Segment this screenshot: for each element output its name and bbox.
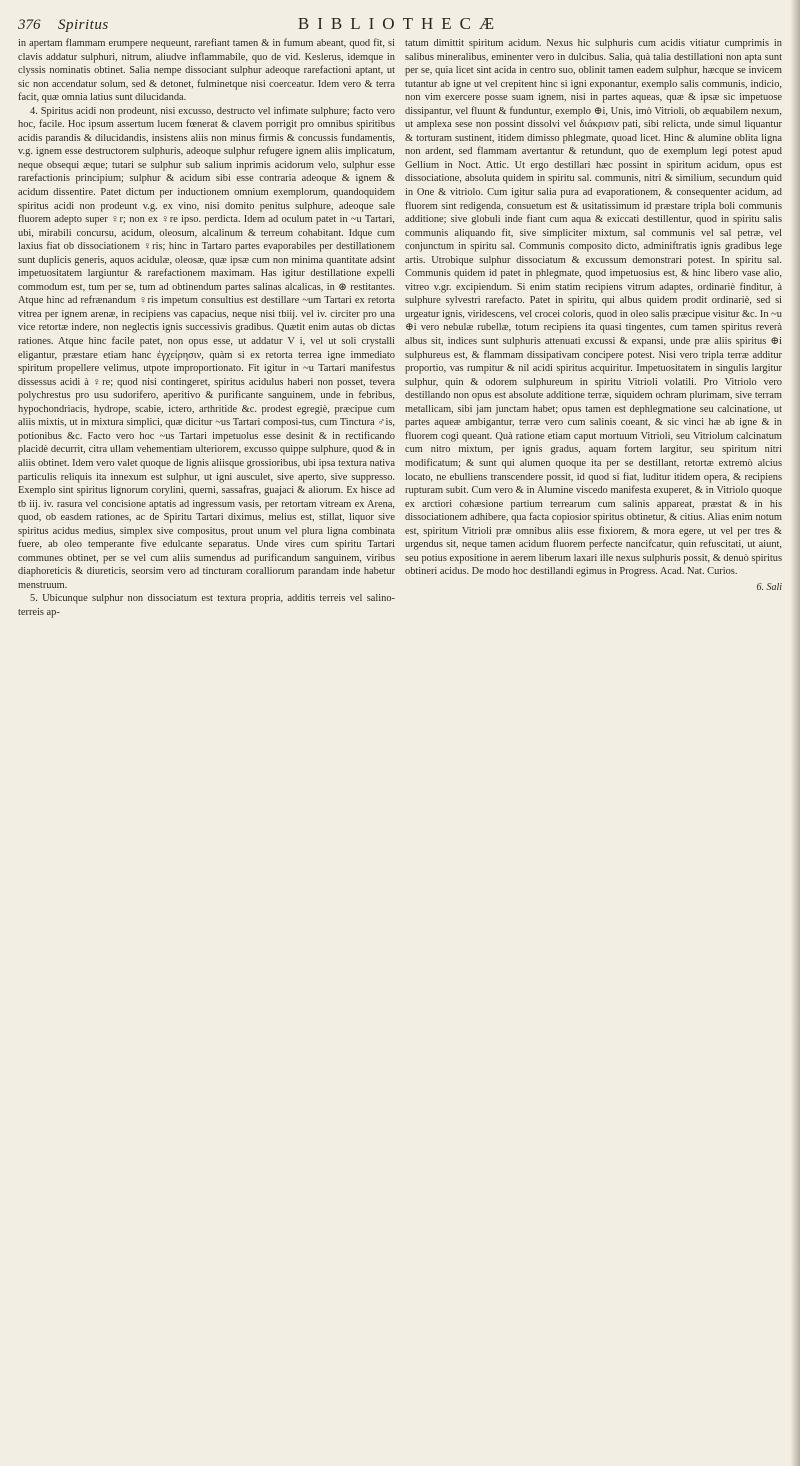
paragraph: in apertam flammam erumpere nequeunt, rarefiant tamen & in fumum abeant, quod fit, si clavis addatur sulphuri, nitrum, aliudve inflammabile, quo de vid. Keslerus, idemque in clyssis nominatis obtinet. Salia nempe dissociant sulphur adeoque rarefactioni aptant, ut sic non accendatur solum, sed & detonet, fulminetque nisi coerceatur. Idem vero & terra facit, quæ omnia latius sunt dilucidanda. — [18, 38, 395, 104]
right-column — [405, 37, 782, 620]
paragraph: 4. Spiritus acidi non prodeunt, nisi excusso, destructo vel infimate sulphure; facto vero hoc, facile. Hoc ipsum assertum lucem fœnerat & clavem porrigit pro omnibus spiritibus acidis parandis & dilucidandis, insistens aliis non minus firmis & concussis fundamentis, v.g. ignem esse destructorem sulphuris, adeoque sulphur refugere ignem aliis implicatum, neque obsequi æque; tutari se sulphur sub salium inprimis acidorum velo, sulphur esse rarefactionis principium; sulphur & acidum sibi esse contraria adeoque & ignem & acidum dissentire. Patet dictum per inductionem omnium exemplorum, quandoquidem spiritus acidi non prodeunt v.g. ex vino, nisi domito penitus sulphure, adeoque sale fluorem adepto super ♀r; non ex ♀re ipso. perdicta. Idem ad oculum patet in ~u Tartari, ubi, mirabili concursu, acidum, oleosum, alcalinum & terreum cohabitant. Idque cum laxius fiat ob dissociationem ♀ris; hinc in Tartaro partes evaporabiles per destillationem sunt duplicis generis, aquos acidulæ, oleosæ, quæ ipsæ cum non minima quantitate adsint impetuositatem largiuntur & rarefactionem maximam. Has igitur destillatione expelli commodum est, tum per se, tum ad obtinendum partes salinas alcalicas, in ⊛ restitantes. Atque hinc ad refrænandum ♀ris impetum consultius est destillare ~um Tartari ex retorta vitrea per ignem arenæ, in recipiens vas capacius, neque nisi tbiij. vel iv. circiter pro una vice retortæ indere, non neglectis ignis successivis gradibus. Quætit enim autas ob dictas rationes. Atque hinc facile patet, non opus esse, ut addatur V i, vel ut soli crystalli eligantur, præstare etiam hanc ἐγχείρησιν, quàm si ex retorta terrea igne immediato spiritum propellere velimus, utpote improportionato. Fit igitur in ~u Tartari manifestus dissessus acidi à ♀re; quod nisi contingeret, spiritus acidulus haberi non posset, tevera polychrestus pro usu sudorifero, aperitivo & purificante sanguinem, unde in febribus, hypochondriacis, hydrope, scabie, ictero, arthritide &c. prodest egregiè, præcipue cum aliis mixtis, ut in mixtura simplici, quæ dicitur ~us Tartari composi-tus, cum Tinctura ♂is, potionibus &c. Facto vero hoc ~us Tartari impetuolus esse desinit & in rectificando placidè decurrit, citra ullam vehementiam ulteriorem, excusso quippe sulphure, quod & in aliis obtinet. Idem vero valet quoque de lignis aliisque grossioribus, ubi ipsa textura nativa particulis reliquis ita innexum est sulphur, ut igni ausculet, sive aperto, sive suppresso. Exemplo sint spiritus lignorum corylini, querni, sassafras, guajaci & aliorum. Ex hisce ad tb iij. iv. rasura vel concisione aptatis ad ingressum vasis, per retortam vitream ex Arena, quod, ob easdem rationes, ac de Spiritu Tartari diximus, melius est, stillat, liquor sive spiritus acidus medius, simplex sive compositus, prout unum vel plura ligna combinata fuere, ab oleo temperante five edulcante separatus. Unde vires cum spiritu Tartari communes obtinet, per se vel cum aliis sumendus ad purificandum sanguinem, viribus diaphoreticis & diureticis, seorsim vero ad tincturam coralliorum parandam inde habetur menstruum. — [18, 105, 395, 591]
text-columns — [18, 37, 782, 620]
page-edge-shadow — [790, 0, 800, 1466]
catchword: 6. Sali — [756, 581, 782, 593]
page-number: 376 — [18, 17, 41, 33]
page-title: BIBLIOTHECÆ — [297, 14, 503, 33]
page-header — [18, 14, 782, 35]
running-head: Spiritus — [58, 17, 109, 33]
paragraph: tatum dimittit spiritum acidum. Nexus hic sulphuris cum acidis vitiatur cumprimis in salibus mineralibus, eminenter vero in dulcibus. Salia, quà talia destillationi non apta sunt per se, quia licet sint acida in centro suo, oblinit tamen eadem sulphur, hæcque se invicem tutantur ab igne ut vel crepitent hinc si igni exponantur, exemplo salis communis, indicio, non vim exercere posse suam ignem, nisi in partes aqueas, quæ & ipsæ sic impetuose dissipantur, vel fluunt & funduntur, exemplo ⊕i, Unis, imò Vitrioli, ob æquabilem nexum, ut amplexa sese non possint dissolvi vel διάκρισιν pati, sibi relicta, unde simul liquantur & torturam sustinent, itidem dimisso phlegmate, quoad licet. Hinc & alumine oblita ligna non ardent, sed flammam avertantur & retundunt, quo de exemplum legi potest apud Gellium in Noct. Attic. Ut ergo destillari hæc possint in spiritum acidum, opus est dissociatione, absoluta quidem in spiritu sal. communis, nitri & similium, secundum quid in One & vitriolo. Cum igitur salia pura ad evaporationem, & consequenter acidum, ad fluorem sint redigenda, consuetum est & usitatissimum id præstare tripla boli communis additione; sive globuli inde fiant cum aqua & exiccati destillentur, quod in spiritu salis communis aliquando fit, sive simpliciter mixtum, sal communis vel sal petræ, vel conjunctum in spiritu sal. Communis composito dicto, adminiftratis ignis gradibus lege artis. Utrobique sulphur dissociatum & excussum demonstrari potest. In spiritu sal. Communis quidem id patet in phlegmate, quod impetuosius est, & hinc libero vase alio, vitreo v.gr. excipiendum. Si enim statim recipiens vitrum adaptes, ordinariè finditur, à sulphure sylvestri rarefacto. Patet in spiritu, qui albus quidem prodit ordinariè, sed si urgeatur ignis, viridescens, vel crocei coloris, quod in oleo salis præcipue visitur &c. In ~u ⊕i vero nebulæ rubellæ, totum recipiens ita quasi tingentes, cum tamen spiritus reverà albus sit, indices sunt sulphuris attenuati excussi & expansi, unde præ aliis spiritus ⊕i sulphureus est, & flammam dissipativam concipere potest. Nisi vero tripla terræ additur proportio, vas rumpitur & nil acidi spiritus acquiritur. Impetuositatem in singulis largitur sulphur, quin & odorem sulphureum in spiritu Vitrioli volatili. Pro Vitriolo vero destillando non opus est absolute additione terræ, siquidem ochram plurimam, sive terram metallicam, sibi jam junctam habet; opus tamen est dephlegmatione seu calcinatione, ut partes aqueæ ambigantur, terræ vero cum salinis coeant, & sic vinci hæ ab igne & in fluorem cogi queant. Quà ratione etiam caput mortuum Vitrioli, seu Vitriolum calcinatum cum nitro mixtum, per ignis gradus, aquam fortem largitur, seu spiritum nitri modificatum; & sunt qui alumen quoque ita per se destillant, retortæ extremò alcius locato, ne ebulliens transcendere possit, id quod si fiat, luditur itidem opera, & recipiens rupturam subit. Cum vero & in Alumine viscedo manifesta exuperet, & in Vitriolo quoque ex arctiori cohæsione partium terrearum cum salinis appareat, præstat & in his dissociationem adhibere, qua facta copiosior spiritus obtinetur, & citius. Alias enim notum est, spiritum Vitrioli præ omnibus aliis esse fixiorem, & mora egere, ut vel per tres & urgendus sit, neque tamen acidum fluorem perfecte nancifcatur, quin refuscitati, ut aiunt, seu potius expositione in aerem liberum laxari ille nexus sulphuris possit, & denuò spiritus obtineri acidus. De modo hoc destillandi egimus in Progress. Acad. Nat. Curios. — [405, 38, 782, 578]
left-column — [18, 37, 395, 620]
paragraph: 5. Ubicunque sulphur non dissociatum est textura propria, additis terreis vel salino-terreis ap- — [18, 593, 395, 618]
